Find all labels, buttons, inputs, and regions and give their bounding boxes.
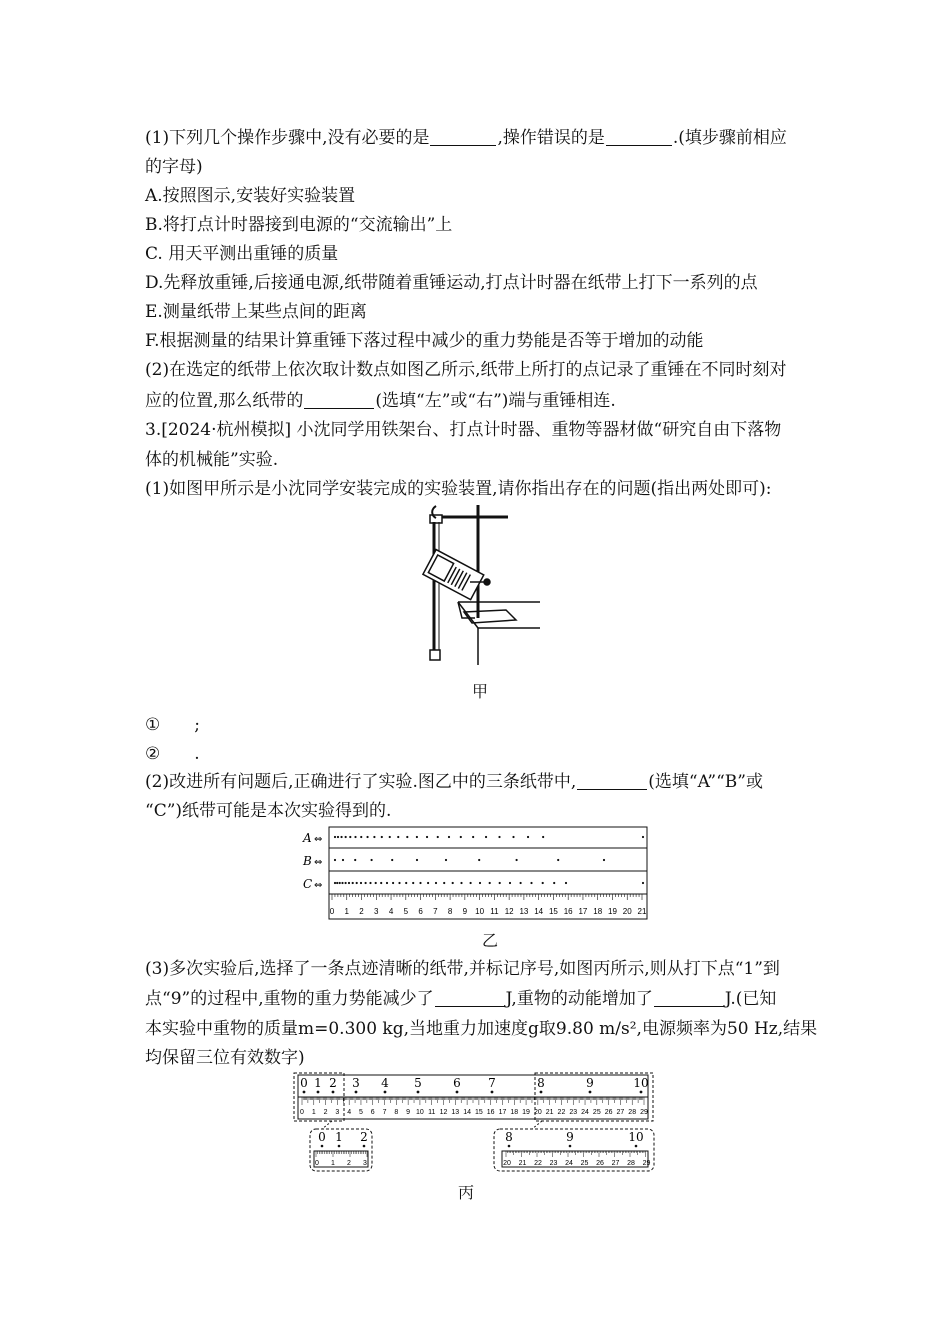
inset-ruler-number: 2	[347, 1160, 351, 1167]
tape-c-dot	[334, 882, 336, 884]
count-point-dot	[540, 1091, 543, 1094]
tape-b-dot	[603, 859, 605, 861]
tape-a-dot	[360, 836, 362, 838]
inset-point-label: 0	[318, 1130, 326, 1144]
ruler-number: 16	[563, 907, 573, 916]
inset-ruler-number: 22	[534, 1160, 542, 1167]
tape-a-dot	[354, 836, 356, 838]
answer-line-1: ① ;	[145, 715, 200, 735]
count-point-dot	[303, 1091, 306, 1094]
option-e: E.测量纸带上某些点间的距离	[145, 302, 367, 322]
measured-tape-figure	[292, 1073, 657, 1175]
tape-c-dot	[542, 882, 544, 884]
ruler-number: 5	[403, 907, 409, 916]
tape-c-dot	[369, 882, 371, 884]
ruler-number: 2	[323, 1109, 328, 1116]
tape-c-dot	[365, 882, 367, 884]
q3-part3-line3: 本实验中重物的质量m=0.300 kg,当地重力加速度g取9.80 m/s²,电源频率为50 Hz,结果	[145, 1019, 818, 1039]
q3-part3-line2: 点“9”的过程中,重物的重力势能减少了 J,重物的动能增加了 J.(已知	[145, 989, 777, 1009]
inset-point-label: 8	[505, 1130, 513, 1144]
q3-part3-line4: 均保留三位有效数字)	[145, 1048, 305, 1068]
tape-c-dot	[356, 882, 358, 884]
ruler-number: 1	[344, 907, 349, 916]
ruler-number: 8	[394, 1109, 399, 1116]
tape-c-dot	[460, 882, 462, 884]
count-point-dot	[491, 1091, 494, 1094]
ruler-number: 4	[347, 1109, 352, 1116]
count-point-label: 7	[488, 1076, 496, 1090]
q3-part2-line1: (2)改进所有问题后,正确进行了实验.图乙中的三条纸带中, (选填“A”“B”或	[145, 772, 763, 792]
ruler-number: 8	[447, 907, 453, 916]
tape-label-a: A	[303, 831, 312, 845]
inset-point-label: 2	[360, 1130, 368, 1144]
ruler-number: 22	[557, 1109, 566, 1116]
option-f: F.根据测量的结果计算重锤下落过程中减少的重力势能是否等于增加的动能	[145, 331, 704, 351]
tape-a-dot	[448, 836, 450, 838]
inset-point-dot	[508, 1145, 511, 1148]
ruler-number: 25	[592, 1109, 601, 1116]
tape-b-dot	[445, 859, 447, 861]
inset-ruler-number: 29	[642, 1160, 651, 1167]
tape-a-dot	[349, 836, 351, 838]
tape-c-dot	[336, 882, 338, 884]
inset-point-dot	[338, 1145, 341, 1148]
ruler-number: 27	[616, 1109, 625, 1116]
count-point-label: 3	[352, 1076, 360, 1090]
q3-part2-line2: “C”)纸带可能是本次实验得到的.	[145, 801, 392, 821]
count-point-dot	[417, 1091, 420, 1094]
inset-ruler-number: 28	[627, 1160, 635, 1167]
count-point-label: 4	[381, 1076, 389, 1090]
tape-c-dot	[352, 882, 354, 884]
inset-point-dot	[569, 1145, 572, 1148]
q3-title-line1: 3.[2024·杭州模拟] 小沈同学用铁架台、打点计时器、重物等器材做“研究自由下落物	[145, 420, 782, 440]
count-point-dot	[332, 1091, 335, 1094]
tape-a-dot	[340, 836, 342, 838]
ruler-number: 14	[463, 1109, 472, 1116]
q2-part1-line2: 的字母)	[145, 157, 203, 177]
ruler-number: 14	[534, 907, 544, 916]
inset-ruler-number: 0	[315, 1160, 319, 1167]
ruler-number: 0	[329, 907, 335, 916]
arrow-icon: ⇔	[314, 857, 323, 868]
tape-a-dot	[334, 836, 336, 838]
ruler-number: 24	[581, 1109, 589, 1116]
answer-line-2: ② .	[145, 744, 200, 764]
inset-point-label: 10	[628, 1130, 644, 1144]
tape-c-dot	[398, 882, 400, 884]
ruler-number: 12	[504, 907, 514, 916]
tape-b-dot	[416, 859, 418, 861]
tape-a-dot	[460, 836, 462, 838]
ruler-number: 15	[474, 1109, 483, 1116]
tape-c-dot	[530, 882, 532, 884]
option-a: A.按照图示,安装好实验装置	[145, 186, 356, 206]
ruler-number: 28	[628, 1109, 637, 1116]
tape-label-b: B	[303, 854, 312, 868]
tape-a-dot	[437, 836, 439, 838]
tape-c-dot	[380, 882, 382, 884]
ruler-number: 26	[604, 1109, 613, 1116]
tape-b-dot	[371, 859, 373, 861]
inset-ruler-number: 25	[580, 1160, 589, 1167]
tape-c-dot	[341, 882, 343, 884]
tape-c-dot	[360, 882, 362, 884]
count-point-label: 8	[537, 1076, 545, 1090]
figure-yi-caption: 乙	[482, 931, 499, 950]
count-point-label: 10	[633, 1076, 649, 1090]
count-point-label: 2	[329, 1076, 337, 1090]
count-point-dot	[589, 1091, 592, 1094]
ruler-number: 11	[490, 907, 499, 916]
tape-c-dot	[392, 882, 394, 884]
tape-a-dot	[373, 836, 375, 838]
tape-a-dot	[512, 836, 514, 838]
ruler-number: 5	[359, 1109, 363, 1116]
tape-c-dot	[345, 882, 347, 884]
count-point-label: 9	[586, 1076, 594, 1090]
inset-ruler-number: 1	[331, 1160, 335, 1167]
inset-ruler-number: 23	[549, 1160, 558, 1167]
answer-blank[interactable]	[430, 129, 496, 146]
inset-ruler-number: 27	[611, 1160, 620, 1167]
count-point-label: 1	[314, 1076, 322, 1090]
ruler-number: 3	[374, 907, 379, 916]
answer-blank[interactable]	[606, 129, 672, 146]
tape-c-dot	[375, 882, 377, 884]
tape-c-dot	[412, 882, 414, 884]
tape-a-dot	[426, 836, 428, 838]
tape-c-dot	[565, 882, 567, 884]
q3-part3-line1: (3)多次实验后,选择了一条点迹清晰的纸带,并标记序号,如图丙所示,则从打下点“1”到	[145, 959, 780, 979]
tape-a-dot	[485, 836, 487, 838]
tape-c-dot	[520, 882, 522, 884]
tape-a-dot	[416, 836, 418, 838]
inset-ruler-number: 21	[518, 1160, 527, 1167]
ruler-number: 10	[475, 907, 485, 916]
tape-c-dot	[443, 882, 445, 884]
answer-blank[interactable]	[654, 990, 724, 1007]
tape-c-dot	[452, 882, 454, 884]
count-point-dot	[456, 1091, 459, 1094]
count-point-label: 6	[453, 1076, 461, 1090]
tape-c-dot	[489, 882, 491, 884]
ruler-number: 9	[462, 907, 468, 916]
ruler-number: 12	[439, 1109, 448, 1116]
tape-b-dot	[391, 859, 393, 861]
tape-b-dot	[334, 859, 336, 861]
ruler-number: 11	[428, 1109, 436, 1116]
ruler-number: 20	[622, 907, 632, 916]
tape-c-dot	[339, 882, 341, 884]
q2-part2-line1: (2)在选定的纸带上依次取计数点如图乙所示,纸带上所打的点记录了重锤在不同时刻对	[145, 360, 787, 380]
tape-b-dot	[478, 859, 480, 861]
tape-c-dot	[405, 882, 407, 884]
arrow-icon: ⇔	[314, 880, 323, 891]
tape-b-dot	[342, 859, 344, 861]
tape-c-dot	[642, 882, 644, 884]
ruler-number: 15	[548, 907, 558, 916]
ruler-number: 10	[416, 1109, 424, 1116]
count-point-dot	[355, 1091, 358, 1094]
tape-c-dot	[470, 882, 472, 884]
tape-a-dot	[389, 836, 391, 838]
tape-c-dot	[386, 882, 388, 884]
tape-b-dot	[516, 859, 518, 861]
ruler-number: 19	[522, 1109, 530, 1116]
ruler-number: 16	[486, 1109, 495, 1116]
ruler-number: 23	[569, 1109, 578, 1116]
apparatus-figure	[400, 500, 540, 670]
q2-part2-line2: 应的位置,那么纸带的 (选填“左”或“右”)端与重锤相连.	[145, 391, 616, 411]
tape-a-dot	[406, 836, 408, 838]
count-point-dot	[317, 1091, 320, 1094]
tape-c-dot	[427, 882, 429, 884]
tape-c-dot	[479, 882, 481, 884]
inset-point-dot	[321, 1145, 324, 1148]
answer-blank[interactable]	[435, 990, 505, 1007]
ruler-number: 19	[608, 907, 617, 916]
ruler-number: 13	[519, 907, 529, 916]
tape-a-dot	[472, 836, 474, 838]
ruler-number: 18	[593, 907, 603, 916]
count-point-label: 0	[300, 1076, 308, 1090]
tape-c-dot	[419, 882, 421, 884]
ruler-number: 20	[533, 1109, 542, 1116]
ruler-number: 17	[498, 1109, 507, 1116]
answer-blank[interactable]	[304, 392, 374, 409]
tape-c-dot	[553, 882, 555, 884]
tape-comparison-figure	[300, 825, 650, 923]
ruler-number: 6	[370, 1109, 375, 1116]
figure-bing-caption: 丙	[458, 1183, 475, 1202]
tape-c-dot	[499, 882, 501, 884]
tape-b-dot	[557, 859, 559, 861]
option-c: C. 用天平测出重锤的质量	[145, 244, 339, 264]
inset-point-label: 1	[335, 1130, 343, 1144]
q2-part1-line1: (1)下列几个操作步骤中,没有必要的是 ,操作错误的是 .(填步骤前相应	[145, 128, 787, 148]
count-point-dot	[640, 1091, 643, 1094]
tape-a-dot	[345, 836, 347, 838]
tape-a-dot	[337, 836, 339, 838]
answer-blank[interactable]	[577, 773, 647, 790]
tape-a-dot	[542, 836, 544, 838]
q3-part1: (1)如图甲所示是小沈同学安装完成的实验装置,请你指出存在的问题(指出两处即可):	[145, 479, 772, 499]
inset-point-dot	[363, 1145, 366, 1148]
tape-a-dot	[381, 836, 383, 838]
ruler-number: 29	[640, 1109, 648, 1116]
ruler-number: 17	[578, 907, 588, 916]
inset-ruler-number: 3	[363, 1160, 367, 1167]
tape-a-dot	[366, 836, 368, 838]
ruler-number: 1	[311, 1109, 316, 1116]
q3-title-line2: 体的机械能”实验.	[145, 450, 279, 470]
tape-c-dot	[435, 882, 437, 884]
count-point-label: 5	[414, 1076, 422, 1090]
tape-a-dot	[498, 836, 500, 838]
ruler-number: 2	[359, 907, 364, 916]
tape-a-dot	[397, 836, 399, 838]
ruler-number: 18	[510, 1109, 519, 1116]
ruler-number: 21	[637, 907, 647, 916]
ruler-number: 3	[335, 1109, 340, 1116]
inset-point-dot	[635, 1145, 638, 1148]
tape-a-dot	[527, 836, 529, 838]
tape-c-dot	[348, 882, 350, 884]
ruler-number: 7	[382, 1109, 387, 1116]
inset-point-label: 9	[566, 1130, 574, 1144]
option-d: D.先释放重锤,后接通电源,纸带随着重锤运动,打点计时器在纸带上打下一系列的点	[145, 273, 758, 293]
figure-jia-caption: 甲	[472, 682, 489, 701]
tape-b-dot	[354, 859, 356, 861]
inset-ruler-number: 26	[596, 1160, 604, 1167]
count-point-dot	[384, 1091, 387, 1094]
ruler-number: 7	[433, 907, 438, 916]
ruler-number: 9	[406, 1109, 411, 1116]
ruler-number: 6	[418, 907, 423, 916]
arrow-icon: ⇔	[314, 834, 323, 845]
tape-c-dot	[509, 882, 511, 884]
ruler-number: 21	[545, 1109, 554, 1116]
tape-a-dot	[642, 836, 644, 838]
inset-ruler-number: 24	[565, 1160, 573, 1167]
inset-ruler-number: 20	[503, 1160, 511, 1167]
ruler-number: 13	[451, 1109, 460, 1116]
ruler-number: 0	[300, 1109, 304, 1116]
ruler-number: 4	[388, 907, 394, 916]
tape-label-c: C	[303, 877, 313, 891]
option-b: B.将打点计时器接到电源的“交流输出”上	[145, 215, 453, 235]
